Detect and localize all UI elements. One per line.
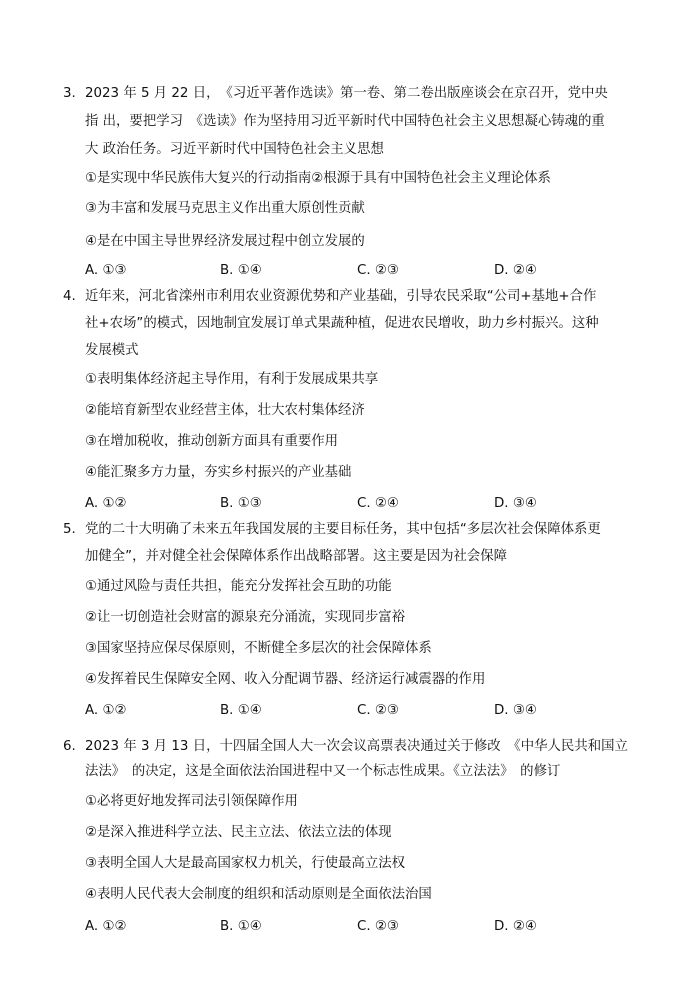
statement: ③表明全国人大是最高国家权力机关，行使最高立法权 [85, 856, 405, 871]
question-stem-line: 2023 年 5 月 22 日， 《习近平著作选读》第一卷、第二卷出版座谈会在京召开，党中央 [85, 86, 608, 101]
question-stem-line: 党的二十大明确了未来五年我国发展的主要目标任务，其中包括“多层次社会保障体系更 [85, 522, 601, 537]
statement: ④表明人民代表大会制度的组织和活动原则是全面依法治国 [85, 887, 432, 902]
option-a[interactable]: A. ①③ [85, 263, 127, 278]
statement: ③国家坚持应保尽保原则，不断健全多层次的社会保障体系 [85, 641, 432, 656]
question-number: 5. [63, 522, 76, 537]
option-b[interactable]: B. ①④ [220, 703, 262, 718]
statement: ④是在中国主导世界经济发展过程中创立发展的 [85, 234, 365, 249]
option-c[interactable]: C. ②③ [357, 263, 399, 278]
statement: ③在增加税收，推动创新方面具有重要作用 [85, 434, 339, 449]
question-stem-line: 社+农场”的模式，因地制宜发展订单式果蔬种植，促进农民增收，助力乡村振兴。这种 [85, 316, 599, 331]
statement: ①通过风险与责任共担，能充分发挥社会互助的功能 [85, 579, 392, 594]
statement: ③为丰富和发展马克思主义作出重大原创性贡献 [85, 201, 365, 216]
question-number: 6. [63, 739, 76, 754]
question-number: 4. [63, 289, 76, 304]
option-a[interactable]: A. ①② [85, 703, 127, 718]
statement: ④发挥着民生保障安全网、收入分配调节器、经济运行减震器的作用 [85, 672, 486, 687]
question-stem-line: 发展模式 [85, 343, 139, 358]
question-stem-line: 加健全”，并对健全社会保障体系作出战略部署。这主要是因为社会保障 [85, 549, 508, 564]
option-d[interactable]: D. ③④ [494, 496, 537, 511]
option-d[interactable]: D. ③④ [494, 703, 537, 718]
option-a[interactable]: A. ①② [85, 496, 127, 511]
question-stem-line: 近年来，河北省滦州市利用农业资源优势和产业基础，引导农民采取“公司+基地+合作 [85, 289, 597, 304]
option-d[interactable]: D. ②④ [494, 263, 537, 278]
statement: ②能培育新型农业经营主体，壮大农村集体经济 [85, 403, 365, 418]
question-stem-line: 指 出，要把学习 《选读》作为坚持用习近平新时代中国特色社会主义思想凝心铸魂的重 [85, 114, 605, 129]
option-c[interactable]: C. ②④ [357, 496, 399, 511]
option-d[interactable]: D. ②④ [494, 919, 537, 934]
option-a[interactable]: A. ①② [85, 919, 127, 934]
question-number: 3. [63, 86, 76, 101]
option-b[interactable]: B. ①③ [220, 496, 262, 511]
statement: ①表明集体经济起主导作用，有利于发展成果共享 [85, 372, 379, 387]
option-c[interactable]: C. ②③ [357, 919, 399, 934]
statement: ①是实现中华民族伟大复兴的行动指南②根源于具有中国特色社会主义理论体系 [85, 171, 551, 186]
question-stem-line: 法法》 的决定，这是全面依法治国进程中又一个标志性成果。《立法法》 的修订 [85, 764, 561, 779]
question-stem-line: 大 政治任务。习近平新时代中国特色社会主义思想 [85, 142, 384, 157]
option-c[interactable]: C. ②③ [357, 703, 399, 718]
statement: ②是深入推进科学立法、民主立法、依法立法的体现 [85, 825, 392, 840]
statement: ②让一切创造社会财富的源泉充分涌流，实现同步富裕 [85, 610, 405, 625]
option-b[interactable]: B. ①④ [220, 919, 262, 934]
option-b[interactable]: B. ①④ [220, 263, 262, 278]
question-stem-line: 2023 年 3 月 13 日，十四届全国人大一次会议高票表决通过关于修改 《中华人民共和国立 [85, 739, 628, 754]
statement: ①必将更好地发挥司法引领保障作用 [85, 794, 298, 809]
statement: ④能汇聚多方力量，夯实乡村振兴的产业基础 [85, 465, 352, 480]
